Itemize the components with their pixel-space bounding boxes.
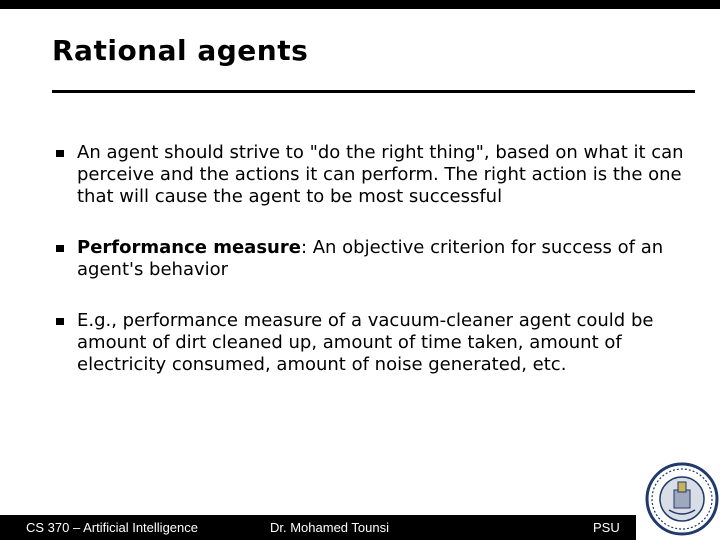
footer-bar [0,515,636,540]
bullet-item [54,237,694,281]
bullet-item [54,310,694,376]
square-bullet-icon [56,245,64,252]
footer-author: Dr. Mohamed Tounsi [270,520,389,535]
university-seal-icon [645,462,719,536]
slide-title: Rational agents [52,34,309,67]
bullet-text: An agent should strive to "do the right thing", based on what it can perceive and the actions it can perform. The right action is the one that will cause the agent to be most successful [77,142,684,207]
bullet-list [54,142,694,376]
footer-course: CS 370 – Artificial Intelligence [26,520,198,535]
square-bullet-icon [56,150,64,157]
title-divider [52,90,695,93]
bullet-text: E.g., performance measure of a vacuum-cleaner agent could be amount of dirt cleaned up, amount of time taken, amount of electricity consumed, amount of noise generated, etc. [77,310,654,375]
footer-school: PSU [593,520,620,535]
square-bullet-icon [56,318,64,325]
bullet-term: Performance measure [77,237,301,258]
bullet-text: : An objective criterion for success of an agent's behavior [77,237,664,280]
top-bar [0,0,720,9]
bullet-item [54,142,694,208]
